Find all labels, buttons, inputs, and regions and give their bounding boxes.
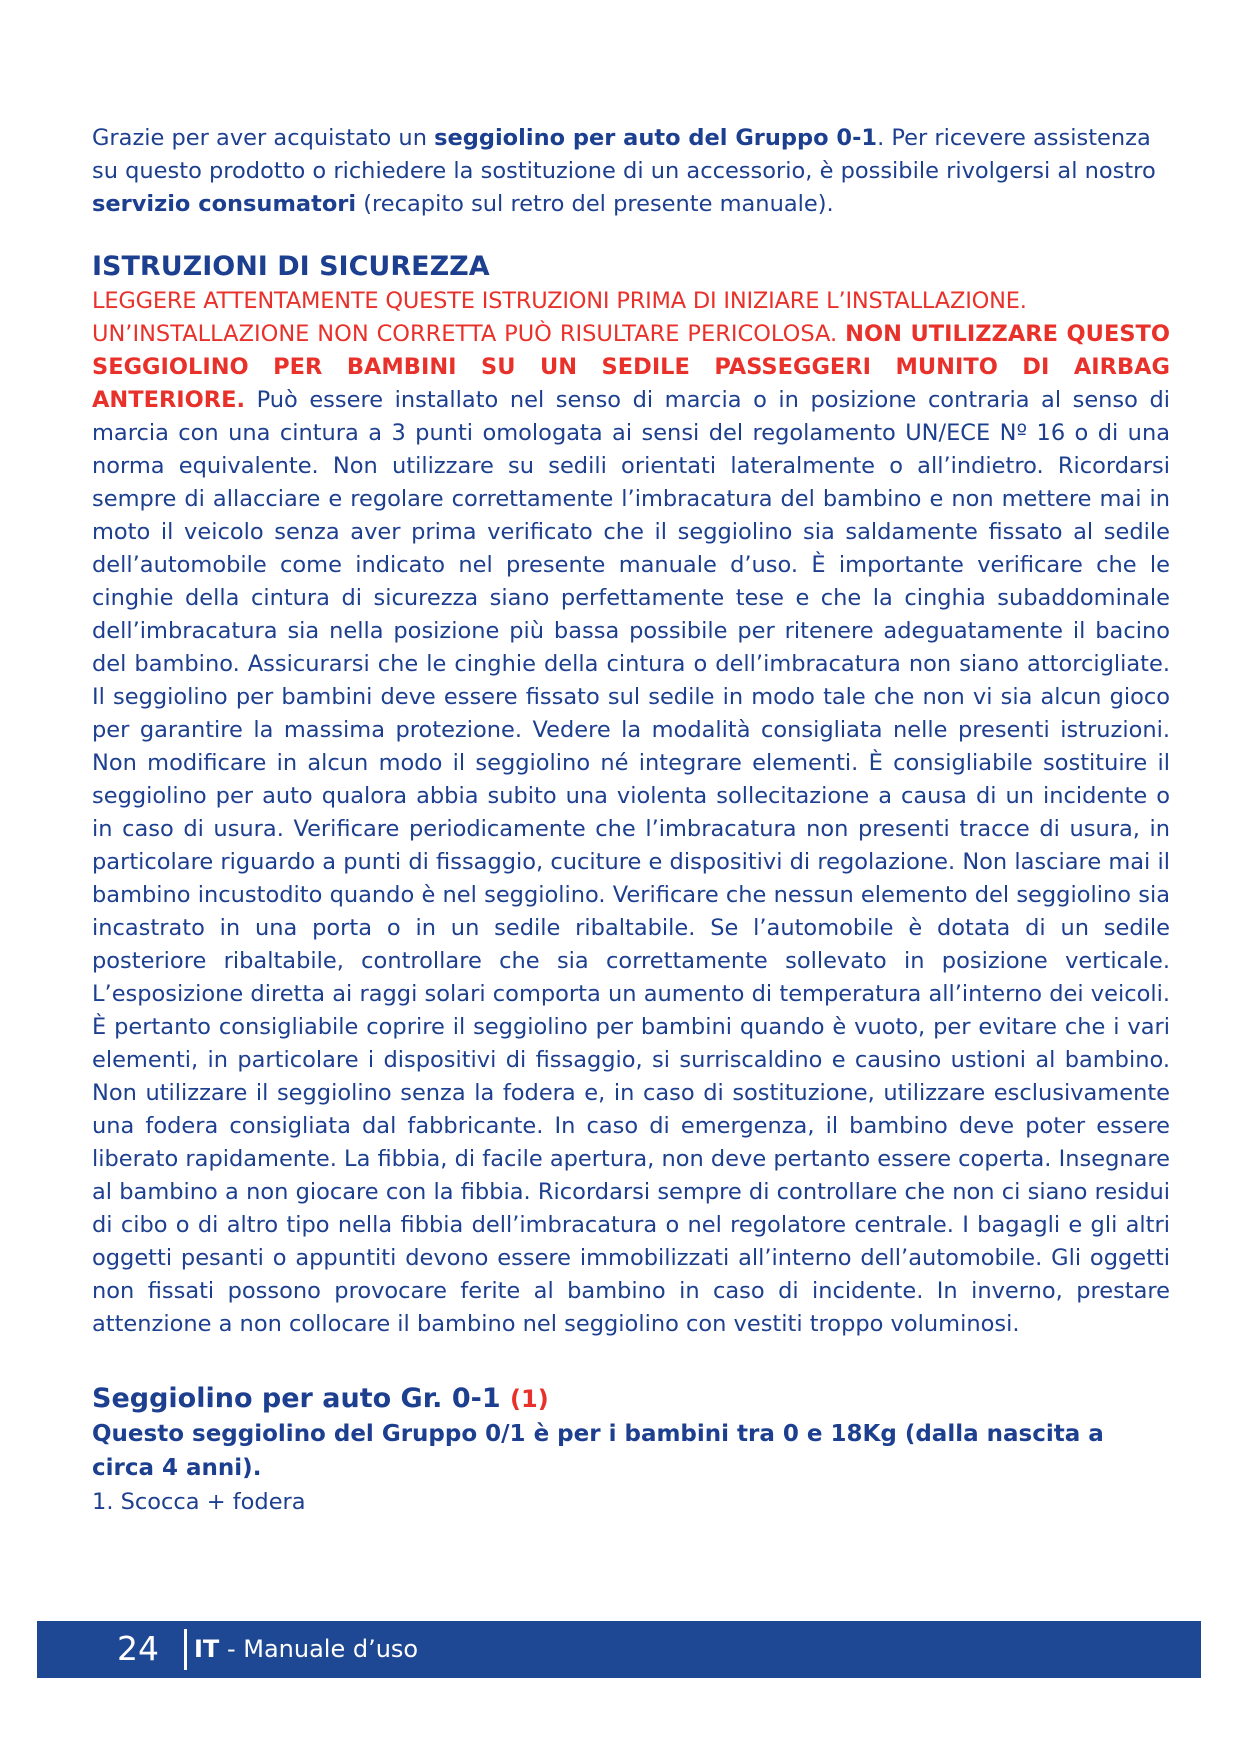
safety-heading: ISTRUZIONI DI SICUREZZA bbox=[92, 251, 490, 282]
footer-language: IT bbox=[194, 1635, 220, 1663]
safety-body-text: Può essere installato nel senso di marcia o in posizione contraria al senso di marcia con una cintura a 3 punti omologata ai sensi del regolamento UN/ECE Nº 16 o di una norma equivalente. Non utilizzare su sedili orientati lateralmente o all’indietro. Ricordarsi sempre di allacciare e regolare correttamente l’imbracatura del bambino e non mettere mai in moto il veicolo senza aver prima verificato che il seggiolino sia saldamente fissato al sedile dell’automobile come indicato nel presente manuale d’uso. È importante verificare che le cinghie della cintura di sicurezza siano perfettamente tese e che la cinghia subaddominale dell’imbracatura sia nella posizione più bassa possibile per ritenere adeguatamente il bacino del bambino. Assicurarsi che le cinghie della cintura o dell’imbracatura non siano attorcigliate. Il seggiolino per bambini deve essere fissato sul sedile in modo tale che non vi sia alcun gioco per garantire la massima protezione. Vedere la modalità consigliata nelle presenti istruzioni. Non modificare in alcun modo il seggiolino né integrare elementi. È consigliabile sostituire il seggiolino per auto qualora abbia subito una violenta sollecitazione a causa di un incidente o in caso di usura. Verificare periodicamente che l’imbracatura non presenti tracce di usura, in particolare riguardo a punti di fissaggio, cuciture e dispositivi di regolazione. Non lasciare mai il bambino incustodito quando è nel seggiolino. Verificare che nessun elemento del seggiolino sia incastrato in una porta o in un sedile ribaltabile. Se l’automobile è dotata di un sedile posteriore ribaltabile, controllare che sia correttamente sollevato in posizione verticale. L’esposizione diretta ai raggi solari comporta un aumento di temperatura all’interno dei veicoli. È pertanto consigliabile coprire il seggiolino per bambini quando è vuoto, per evitare che i vari elementi, in particolare i dispositivi di fissaggio, si surriscaldino e causino ustioni al bambino. Non utilizzare il seggiolino senza la fodera e, in caso di sostituzione, utilizzare esclusivamente una fodera consigliata dal fabbricante. In caso di emergenza, il bambino deve poter essere liberato rapidamente. La fibbia, di facile apertura, non deve pertanto essere coperta. Insegnare al bambino a non giocare con la fibbia. Ricordarsi sempre di controllare che non ci siano residui di cibo o di altro tipo nella fibbia dell’imbracatura o nel regolatore centrale. I bagagli e gli altri oggetti pesanti o appuntiti devono essere immobilizzati all’interno dell’automobile. Gli oggetti non fissati possono provocare ferite al bambino in caso di incidente. In inverno, prestare attenzione a non collocare il bambino nel seggiolino con vestiti troppo voluminosi. bbox=[92, 387, 1171, 1337]
intro-text-2: . Per ricevere assistenza su questo prodotto o richiedere la sostituzione di un accessorio, è possibile rivolgersi al nostro bbox=[92, 125, 1156, 184]
page-number: 24 bbox=[117, 1629, 159, 1668]
safety-warning-line-2: UN’INSTALLAZIONE NON CORRETTA PUÒ RISULTARE PERICOLOSA. bbox=[92, 321, 846, 347]
product-heading bbox=[92, 1381, 1170, 1417]
airbag-warning: NON UTILIZZARE QUESTO SEGGIOLINO PER BAMBINI SU UN SEDILE PASSEGGERI MUNITO DI AIRBAG ANTERIORE. bbox=[92, 321, 1170, 413]
product-heading-text: Seggiolino per auto Gr. 0-1 bbox=[92, 1383, 501, 1414]
page-footer bbox=[37, 1621, 1201, 1678]
safety-instructions-body bbox=[92, 318, 1170, 1341]
footer-manual-title: - Manuale d’uso bbox=[219, 1635, 419, 1663]
page-content bbox=[92, 122, 1170, 1519]
intro-text-1: Grazie per aver acquistato un bbox=[92, 125, 435, 151]
intro-paragraph bbox=[92, 122, 1170, 221]
footer-divider bbox=[184, 1629, 187, 1670]
intro-text-3: (recapito sul retro del presente manuale). bbox=[356, 191, 834, 217]
product-description: Questo seggiolino del Gruppo 0/1 è per i bambini tra 0 e 18Kg (dalla nascita a circa 4 anni). bbox=[92, 1421, 1104, 1481]
list-item: 1. Scocca + fodera bbox=[92, 1489, 306, 1515]
footer-title bbox=[194, 1633, 418, 1665]
intro-service-name: servizio consumatori bbox=[92, 191, 357, 217]
safety-warning-line-1: LEGGERE ATTENTAMENTE QUESTE ISTRUZIONI PRIMA DI INIZIARE L’INSTALLAZIONE. bbox=[92, 288, 1027, 314]
figure-reference: (1) bbox=[510, 1385, 549, 1413]
intro-product-name: seggiolino per auto del Gruppo 0-1 bbox=[434, 125, 878, 151]
